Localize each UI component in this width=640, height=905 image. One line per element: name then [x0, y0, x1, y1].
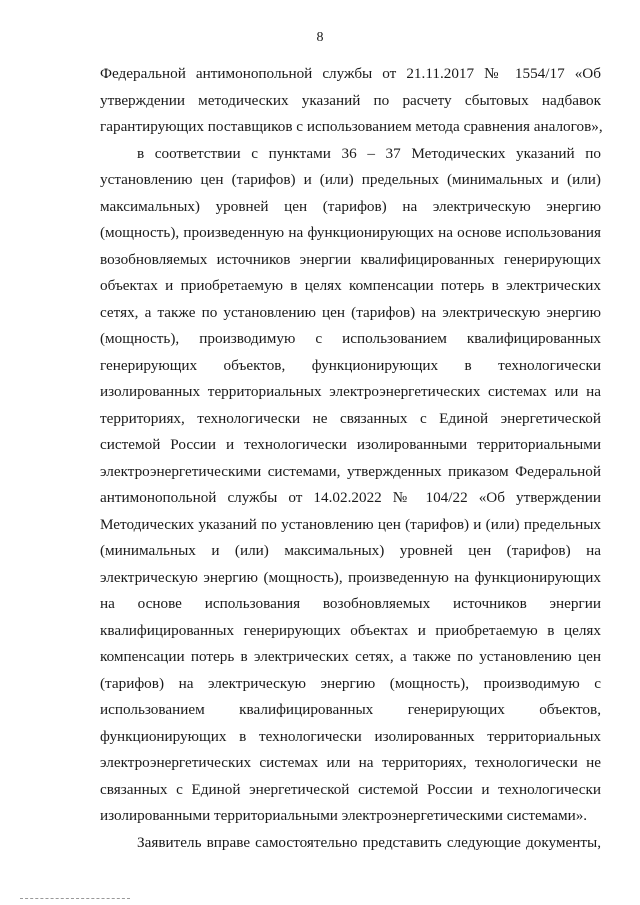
- text-line: компенсации потерь в электрических сетях, а также по установлению цен: [100, 648, 601, 665]
- text-line: изолированными территориальными электроэнергетическими системами».: [100, 807, 588, 824]
- text-line: Методических указаний по установлению цен (тарифов) и (или) предельных: [100, 515, 601, 533]
- text-line: электроэнергетическими системами, утвержденных приказом Федеральной: [100, 462, 601, 480]
- text-line: системой России и технологически изолированными территориальными: [100, 436, 601, 453]
- text-line: Заявитель вправе самостоятельно представить следующие документы,: [137, 833, 601, 851]
- text-line: установлению цен (тарифов) и (или) предельных (минимальных и (или): [100, 171, 601, 188]
- text-line: возобновляемых источников энергии квалифицированных генерирующих: [100, 250, 601, 268]
- page-edge-mark: [20, 898, 130, 899]
- text-line: антимонопольной службы от 14.02.2022 № 104/22 «Об утверждении: [100, 489, 601, 506]
- text-line: (тарифов) на электрическую энергию (мощность), производимую с: [100, 674, 601, 692]
- text-line: (мощность), производимую с использованием квалифицированных: [100, 330, 601, 347]
- text-line: связанных с Единой энергетической системой России и технологически: [100, 780, 601, 798]
- page-number: 8: [316, 30, 324, 45]
- text-line: сетях, а также по установлению цен (тарифов) на электрическую энергию: [100, 303, 601, 321]
- text-line: квалифицированных генерирующих объектах и приобретаемую в целях: [100, 621, 601, 639]
- text-line: использованием квалифицированных генерирующих объектов,: [100, 701, 601, 718]
- text-line: электрическую энергию (мощность), произведенную на функционирующих: [100, 568, 601, 586]
- text-line: (минимальных и (или) максимальных) уровней цен (тарифов) на: [100, 542, 601, 559]
- text-line: в соответствии с пунктами 36 – 37 Методических указаний по: [137, 144, 601, 162]
- document-body: [100, 61, 601, 856]
- text-line: Федеральной антимонопольной службы от 21.11.2017 № 1554/17 «Об: [100, 65, 601, 82]
- text-line: электроэнергетических системах или на территориях, технологически не: [100, 754, 601, 771]
- text-line: утверждении методических указаний по расчету сбытовых надбавок: [100, 91, 601, 109]
- text-line: гарантирующих поставщиков с использованием метода сравнения аналогов»,: [100, 118, 603, 135]
- text-line: объектах и приобретаемую в целях компенсации потерь в электрических: [100, 277, 601, 294]
- text-line: территориях, технологически не связанных с Единой энергетической: [100, 409, 601, 427]
- text-line: изолированных территориальных электроэнергетических системах или на: [100, 383, 601, 400]
- text-line: на основе использования возобновляемых источников энергии: [100, 595, 601, 612]
- text-line: функционирующих в технологически изолированных территориальных: [100, 727, 601, 745]
- text-line: максимальных) уровней цен (тарифов) на электрическую энергию: [100, 197, 601, 215]
- text-line: генерирующих объектов, функционирующих в технологически: [100, 356, 601, 374]
- text-line: (мощность), произведенную на функционирующих на основе использования: [100, 224, 601, 241]
